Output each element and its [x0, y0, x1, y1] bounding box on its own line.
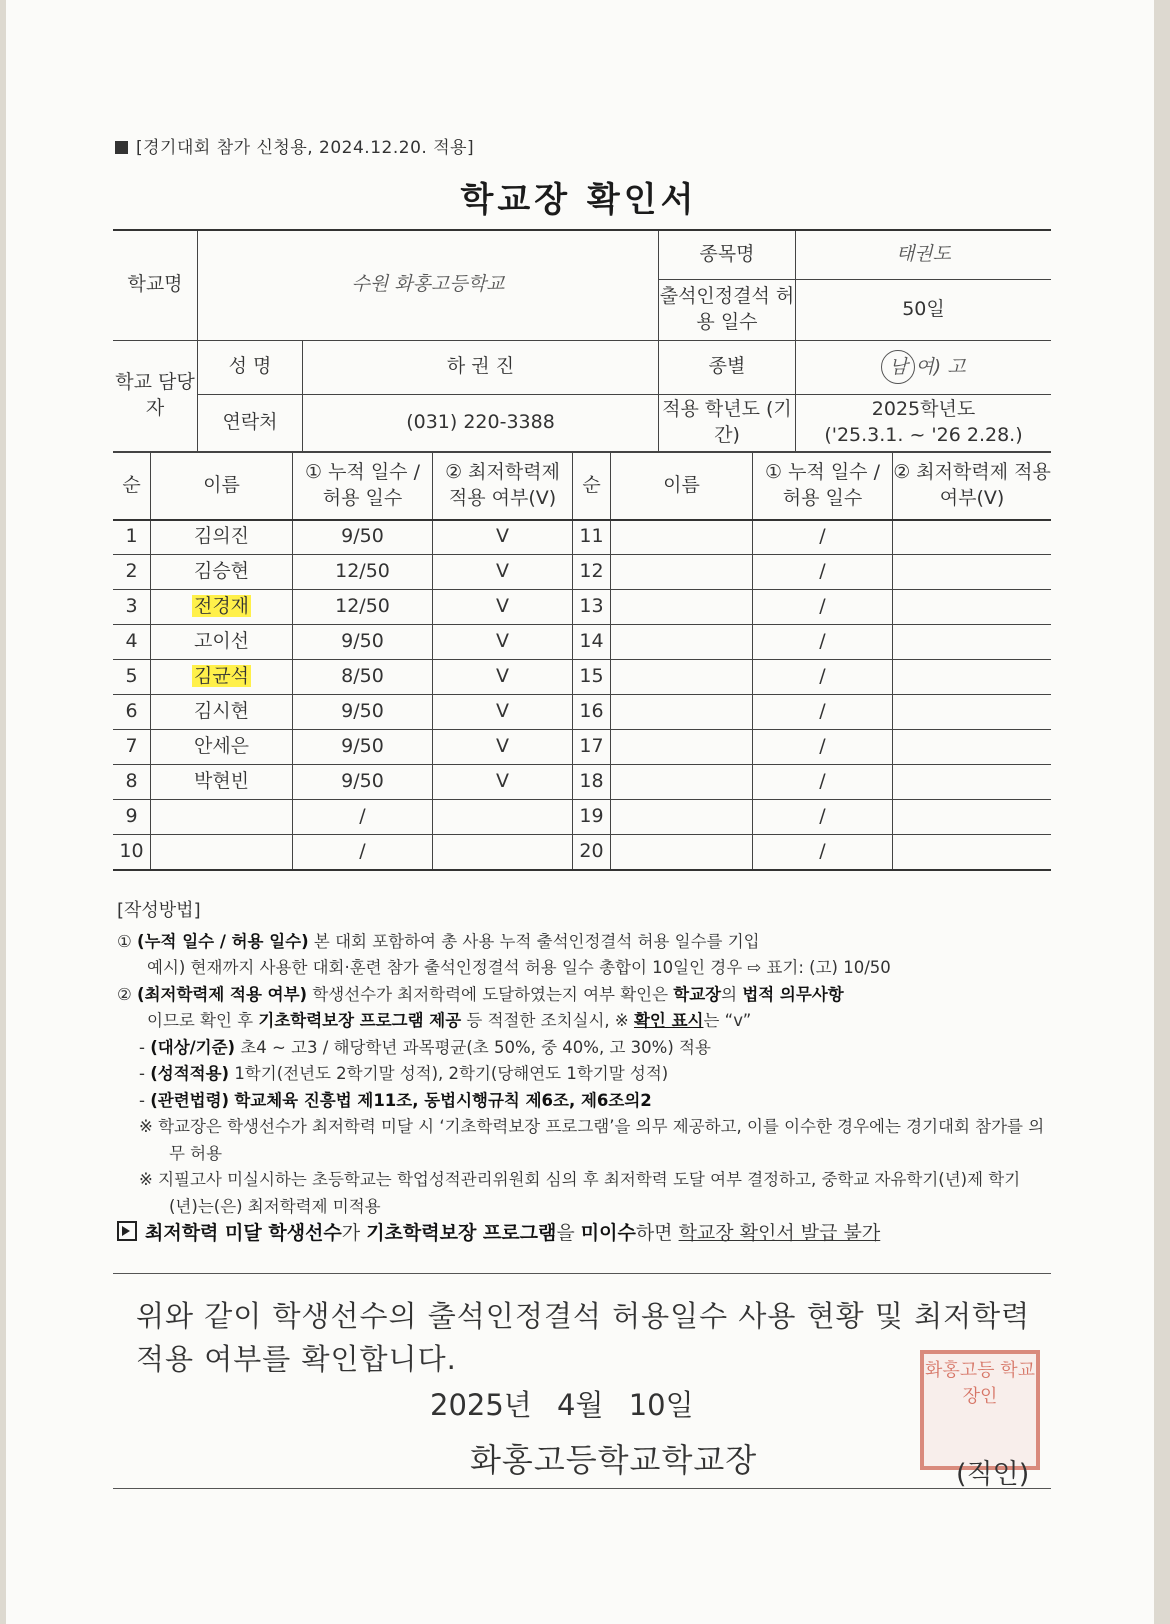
cell-no: 1	[113, 520, 151, 555]
cell-days: /	[753, 555, 893, 590]
cell-days: /	[753, 835, 893, 870]
cell-no: 14	[573, 625, 611, 660]
table-row	[113, 800, 1051, 835]
cell-name: 김의진	[151, 520, 293, 555]
instructions	[117, 898, 1047, 1247]
instruction-grades: - (성적적용) 1학기(전년도 2학기말 성적), 2학기(당해연도 1학기말 성적)	[139, 1064, 669, 1083]
cell-min-academic	[893, 730, 1052, 765]
cell-name	[611, 695, 753, 730]
page-title: 학교장 확인서	[460, 180, 698, 220]
cell-name	[151, 835, 293, 870]
cell-no: 12	[573, 555, 611, 590]
school-year-value: 2025학년도 ('25.3.1. ~ '26 2.28.)	[795, 394, 1051, 451]
col-no-left: 순	[113, 453, 151, 520]
cell-days: 9/50	[293, 520, 433, 555]
cell-days: 9/50	[293, 765, 433, 800]
col-days-left: ① 누적 일수 / 허용 일수	[293, 453, 433, 520]
divider	[113, 1273, 1051, 1274]
table-row	[113, 520, 1051, 555]
col-days-right: ① 누적 일수 / 허용 일수	[753, 453, 893, 520]
table-row	[113, 555, 1051, 590]
athlete-table	[113, 452, 1051, 871]
instruction-note-1: ※ 학교장은 학생선수가 최저학력 미달 시 ‘기초학력보장 프로그램’을 의무 제공하고, 이를 이수한 경우에는 경기대회 참가를 의무 허용	[139, 1117, 1045, 1163]
table-row	[113, 730, 1051, 765]
cell-min-academic	[433, 800, 573, 835]
cell-min-academic	[893, 520, 1052, 555]
cell-min-academic	[893, 625, 1052, 660]
cell-no: 5	[113, 660, 151, 695]
cell-no: 10	[113, 835, 151, 870]
instruction-1-example: 예시) 현재까지 사용한 대회·훈련 참가 출석인정결석 허용 일수 총합이 10일인 경우 ⇨ 표기: (고) 10/50	[147, 958, 891, 977]
cell-no: 4	[113, 625, 151, 660]
instruction-note-2: ※ 지필고사 미실시하는 초등학교는 학업성적관리위원회 심의 후 최저학력 도달 여부 결정하고, 중학교 자유학기(년)제 학기(년)는(은) 최저학력제 미적용	[139, 1170, 1021, 1216]
label-category: 종별	[658, 340, 795, 394]
highlighted-name: 전경재	[193, 595, 250, 618]
cell-name: 안세은	[151, 730, 293, 765]
cell-days: /	[293, 800, 433, 835]
cell-no: 13	[573, 590, 611, 625]
cell-name	[151, 800, 293, 835]
cell-min-academic: V	[433, 625, 573, 660]
cell-days: /	[753, 520, 893, 555]
instructions-heading: [작성방법]	[117, 900, 201, 921]
cell-name	[611, 555, 753, 590]
official-seal: 화홍고등 학교장인	[920, 1350, 1040, 1470]
cell-name	[151, 590, 293, 625]
instruction-2-cont: 이므로 확인 후 기초학력보장 프로그램 제공 등 적절한 조치실시, ※ 확인 표시는 “v”	[147, 1011, 752, 1030]
cell-min-academic: V	[433, 765, 573, 800]
cell-no: 7	[113, 730, 151, 765]
cell-min-academic	[893, 660, 1052, 695]
instruction-law: - (관련법령) 학교체육 진흥법 제11조, 동법시행규칙 제6조, 제6조의2	[139, 1090, 652, 1110]
arrow-box-icon	[117, 1221, 137, 1241]
instruction-target: - (대상/기준) 초4 ~ 고3 / 해당학년 과목평균(초 50%, 중 40%, 고 30%) 적용	[139, 1037, 711, 1057]
category-selected-male: 남	[881, 350, 915, 384]
col-minacad-right: ② 최저학력제 적용 여부(V)	[893, 453, 1052, 520]
col-name-right: 이름	[611, 453, 753, 520]
cell-days: /	[293, 835, 433, 870]
cell-no: 3	[113, 590, 151, 625]
table-row	[113, 835, 1051, 870]
cell-min-academic	[433, 835, 573, 870]
cell-name: 박현빈	[151, 765, 293, 800]
cell-no: 2	[113, 555, 151, 590]
cell-days: /	[753, 765, 893, 800]
label-school-year: 적용 학년도 (기간)	[658, 394, 795, 451]
issue-date: 2025년 4월 10일	[430, 1388, 694, 1422]
cell-name	[611, 800, 753, 835]
cell-no: 8	[113, 765, 151, 800]
cell-min-academic	[893, 590, 1052, 625]
cell-min-academic	[893, 555, 1052, 590]
square-bullet-icon	[115, 141, 128, 154]
col-minacad-left: ② 최저학력제 적용 여부(V)	[433, 453, 573, 520]
label-allowed-days: 출석인정결석 허용 일수	[658, 279, 795, 340]
cell-min-academic: V	[433, 555, 573, 590]
table-row	[113, 590, 1051, 625]
cell-days: /	[753, 695, 893, 730]
label-school-name: 학교명	[113, 230, 198, 340]
cell-min-academic	[893, 835, 1052, 870]
declaration-text: 위와 같이 학생선수의 출석인정결석 허용일수 사용 현황 및 최저학력 적용 여부를 확인합니다.	[136, 1299, 1031, 1376]
col-name-left: 이름	[151, 453, 293, 520]
phone-value: (031) 220-3388	[303, 394, 659, 451]
cell-no: 9	[113, 800, 151, 835]
cell-no: 15	[573, 660, 611, 695]
cell-days: /	[753, 625, 893, 660]
cell-no: 16	[573, 695, 611, 730]
cell-no: 19	[573, 800, 611, 835]
final-warning: 최저학력 미달 학생선수가 기초학력보장 프로그램을 미이수하면 학교장 확인서 발급 불가	[117, 1220, 1047, 1247]
cell-min-academic	[893, 695, 1052, 730]
cell-days: 12/50	[293, 555, 433, 590]
school-name-value: 수원 화홍고등학교	[198, 230, 659, 340]
label-sport: 종목명	[658, 230, 795, 279]
cell-days: 9/50	[293, 695, 433, 730]
contact-name-value: 하 권 진	[303, 340, 659, 394]
cell-name	[611, 660, 753, 695]
cell-name: 고이선	[151, 625, 293, 660]
cell-name: 김승현	[151, 555, 293, 590]
cell-name	[611, 590, 753, 625]
table-row	[113, 625, 1051, 660]
cell-days: /	[753, 730, 893, 765]
cell-no: 17	[573, 730, 611, 765]
form-usage-note: [경기대회 참가 신청용, 2024.12.20. 적용]	[115, 133, 474, 158]
cell-name	[611, 765, 753, 800]
instruction-2: ② (최저학력제 적용 여부) 학생선수가 최저학력에 도달하였는지 여부 확인은 학교장의 법적 의무사항	[117, 984, 844, 1004]
cell-min-academic	[893, 765, 1052, 800]
cell-no: 11	[573, 520, 611, 555]
cell-no: 20	[573, 835, 611, 870]
cell-min-academic	[893, 800, 1052, 835]
cell-min-academic: V	[433, 520, 573, 555]
cell-name	[151, 660, 293, 695]
cell-min-academic: V	[433, 695, 573, 730]
principal-signature: 화홍고등학교학교장	[470, 1441, 758, 1479]
cell-min-academic: V	[433, 590, 573, 625]
table-row	[113, 765, 1051, 800]
allowed-days-value: 50일	[795, 279, 1051, 340]
cell-min-academic: V	[433, 730, 573, 765]
cell-days: /	[753, 590, 893, 625]
cell-name	[611, 625, 753, 660]
cell-days: /	[753, 660, 893, 695]
cell-name	[611, 835, 753, 870]
bottom-divider	[113, 1488, 1051, 1489]
cell-name	[611, 520, 753, 555]
sport-value: 태권도	[795, 230, 1051, 279]
label-school-contact: 학교 담당자	[113, 340, 198, 451]
category-value: 남 여) 고	[795, 340, 1051, 394]
cell-days: 12/50	[293, 590, 433, 625]
cell-name	[611, 730, 753, 765]
col-no-right: 순	[573, 453, 611, 520]
cell-no: 18	[573, 765, 611, 800]
cell-days: 9/50	[293, 730, 433, 765]
school-info-table	[113, 229, 1051, 452]
cell-days: 9/50	[293, 625, 433, 660]
cell-min-academic: V	[433, 660, 573, 695]
instruction-1: ① (누적 일수 / 허용 일수) 본 대회 포함하여 총 사용 누적 출석인정결석 허용 일수를 기입	[117, 931, 760, 951]
cell-no: 6	[113, 695, 151, 730]
label-phone: 연락처	[198, 394, 303, 451]
cell-days: 8/50	[293, 660, 433, 695]
cell-days: /	[753, 800, 893, 835]
label-name: 성 명	[198, 340, 303, 394]
table-row	[113, 660, 1051, 695]
cell-name: 김시현	[151, 695, 293, 730]
seal-label: (직인)	[956, 1459, 1030, 1490]
highlighted-name: 김균석	[193, 665, 250, 688]
table-row	[113, 695, 1051, 730]
